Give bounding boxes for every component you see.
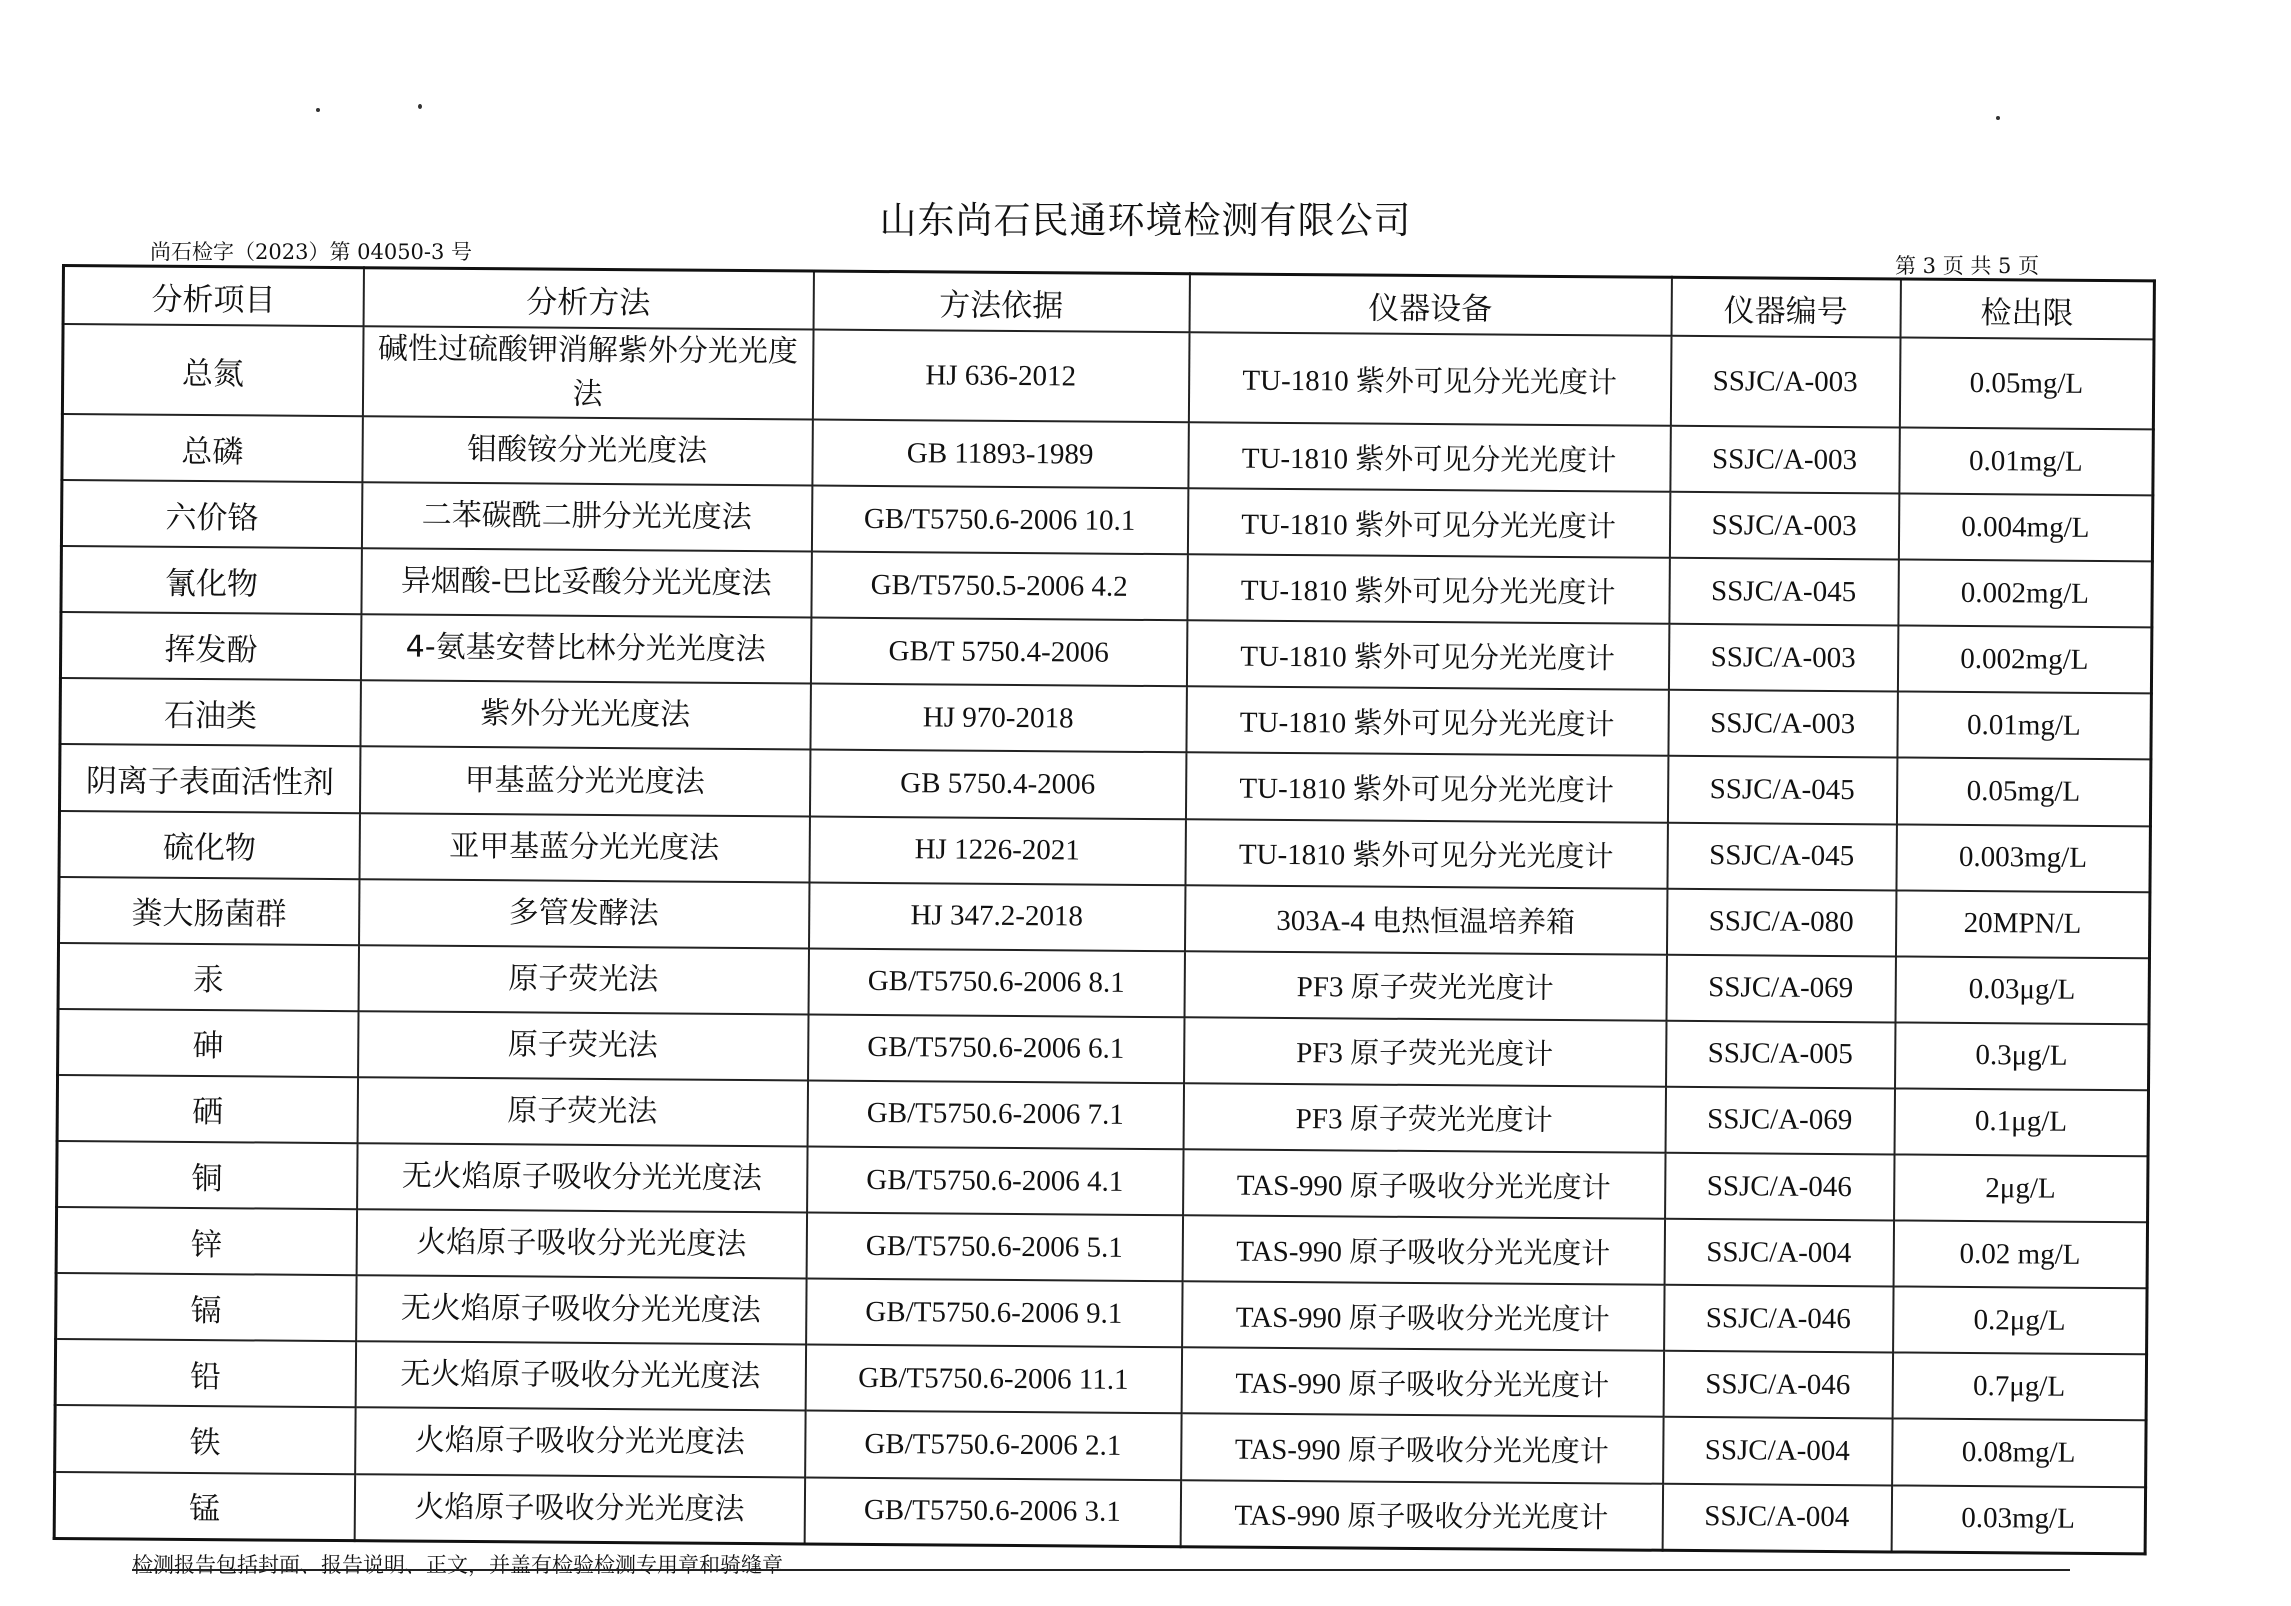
cell-detection-limit: 2μg/L: [1894, 1154, 2148, 1222]
cell-method: 无火焰原子吸收分光光度法: [357, 1143, 807, 1212]
cell-instrument: TAS-990 原子吸收分光光度计: [1183, 1149, 1665, 1219]
cell-item: 硫化物: [59, 811, 359, 879]
cell-item: 挥发酚: [60, 612, 360, 680]
cell-item: 镉: [56, 1273, 356, 1341]
cell-instrument: TAS-990 原子吸收分光光度计: [1181, 1414, 1663, 1484]
scan-speck: [316, 108, 320, 112]
cell-instrument: TU-1810 紫外可见分光光度计: [1188, 422, 1670, 492]
cell-instrument-code: SSJC/A-045: [1667, 756, 1896, 824]
header-item: 分析项目: [63, 266, 363, 327]
cell-basis: GB/T5750.6-2006 7.1: [807, 1080, 1183, 1149]
cell-item: 总氮: [62, 324, 363, 416]
cell-item: 硒: [57, 1075, 357, 1143]
cell-basis: GB/T 5750.4-2006: [810, 618, 1186, 687]
cell-instrument: 303A-4 电热恒温培养箱: [1184, 885, 1666, 955]
cell-item: 铅: [55, 1339, 355, 1407]
cell-item: 氰化物: [61, 546, 361, 614]
header-detection-limit: 检出限: [1900, 279, 2154, 339]
cell-item: 汞: [58, 943, 358, 1011]
cell-basis: GB/T5750.6-2006 10.1: [811, 486, 1187, 555]
cell-basis: HJ 970-2018: [810, 684, 1186, 753]
scan-speck: [418, 104, 422, 109]
cell-method: 无火焰原子吸收分光光度法: [356, 1275, 806, 1344]
analysis-methods-table: [53, 264, 2156, 1555]
cell-method: 异烟酸-巴比妥酸分光光度法: [361, 548, 811, 617]
scan-speck: [1996, 116, 2000, 120]
cell-detection-limit: 0.004mg/L: [1898, 494, 2152, 562]
cell-instrument: PF3 原子荧光光度计: [1184, 1017, 1666, 1087]
cell-item: 六价铬: [61, 480, 361, 548]
cell-method: 多管发酵法: [359, 879, 809, 948]
cell-method: 火焰原子吸收分光光度法: [356, 1209, 806, 1278]
footer-rule: [132, 1569, 2070, 1571]
cell-instrument: TU-1810 紫外可见分光光度计: [1185, 819, 1667, 889]
cell-instrument-code: SSJC/A-045: [1669, 558, 1898, 626]
cell-method: 原子荧光法: [358, 1011, 808, 1080]
cell-instrument-code: SSJC/A-046: [1664, 1285, 1893, 1353]
cell-detection-limit: 0.3μg/L: [1895, 1022, 2149, 1090]
cell-item: 总磷: [62, 414, 362, 482]
cell-instrument: TU-1810 紫外可见分光光度计: [1188, 332, 1671, 426]
cell-basis: GB/T5750.6-2006 11.1: [805, 1345, 1181, 1414]
cell-instrument: TAS-990 原子吸收分光光度计: [1181, 1348, 1663, 1418]
cell-basis: HJ 636-2012: [812, 330, 1189, 423]
cell-basis: GB 5750.4-2006: [809, 750, 1185, 819]
cell-instrument-code: SSJC/A-045: [1667, 822, 1896, 890]
cell-detection-limit: 0.002mg/L: [1897, 626, 2151, 694]
cell-basis: GB 11893-1989: [812, 420, 1188, 489]
cell-item: 阴离子表面活性剂: [59, 744, 359, 812]
cell-instrument: TU-1810 紫外可见分光光度计: [1187, 488, 1669, 558]
cell-instrument: TAS-990 原子吸收分光光度计: [1182, 1215, 1664, 1285]
cell-detection-limit: 0.2μg/L: [1893, 1287, 2147, 1355]
header-basis: 方法依据: [813, 271, 1189, 332]
page-indicator: 第 3 页 共 5 页: [1895, 254, 2040, 278]
cell-basis: GB/T5750.6-2006 6.1: [808, 1014, 1184, 1083]
cell-instrument-code: SSJC/A-003: [1669, 492, 1898, 560]
cell-detection-limit: 0.05mg/L: [1899, 337, 2154, 429]
cell-detection-limit: 0.02 mg/L: [1893, 1221, 2147, 1289]
cell-detection-limit: 0.01mg/L: [1897, 692, 2151, 760]
cell-method: 钼酸铵分光光度法: [362, 416, 812, 485]
cell-method: 原子荧光法: [357, 1077, 807, 1146]
cell-detection-limit: 0.03μg/L: [1895, 956, 2149, 1024]
cell-instrument-code: SSJC/A-003: [1668, 624, 1897, 692]
cell-instrument-code: SSJC/A-004: [1663, 1417, 1892, 1485]
cell-basis: GB/T5750.6-2006 3.1: [804, 1477, 1180, 1547]
header-method: 分析方法: [363, 268, 813, 330]
cell-detection-limit: 0.1μg/L: [1894, 1088, 2148, 1156]
cell-instrument-code: SSJC/A-046: [1665, 1153, 1894, 1221]
cell-method: 亚甲基蓝分光光度法: [359, 813, 809, 882]
cell-method: 4-氨基安替比林分光光度法: [360, 614, 810, 683]
cell-item: 铜: [57, 1141, 357, 1209]
cell-basis: GB/T5750.6-2006 8.1: [808, 948, 1184, 1017]
cell-instrument: TU-1810 紫外可见分光光度计: [1186, 621, 1668, 691]
footer-note: 检测报告包括封面、报告说明、正文，并盖有检验检测专用章和骑缝章: [132, 1553, 783, 1577]
cell-method: 碱性过硫酸钾消解紫外分光光度法: [362, 326, 813, 419]
cell-method: 无火焰原子吸收分光光度法: [355, 1341, 805, 1410]
cell-method: 二苯碳酰二肼分光光度法: [361, 482, 811, 551]
cell-instrument-code: SSJC/A-003: [1670, 336, 1900, 428]
cell-instrument: TU-1810 紫外可见分光光度计: [1187, 554, 1669, 624]
header-instrument-code: 仪器编号: [1671, 277, 1900, 337]
cell-instrument-code: SSJC/A-005: [1666, 1021, 1895, 1089]
cell-detection-limit: 0.003mg/L: [1896, 824, 2150, 892]
cell-basis: GB/T5750.6-2006 2.1: [805, 1411, 1181, 1480]
cell-instrument-code: SSJC/A-003: [1668, 690, 1897, 758]
cell-method: 原子荧光法: [358, 945, 808, 1014]
cell-detection-limit: 0.08mg/L: [1892, 1419, 2146, 1487]
cell-instrument-code: SSJC/A-046: [1663, 1351, 1892, 1419]
cell-instrument: PF3 原子荧光光度计: [1183, 1083, 1665, 1153]
analysis-table-container: [53, 264, 2153, 1555]
cell-item: 砷: [58, 1009, 358, 1077]
cell-basis: GB/T5750.5-2006 4.2: [811, 552, 1187, 621]
cell-detection-limit: 0.05mg/L: [1896, 758, 2150, 826]
cell-item: 石油类: [60, 678, 360, 746]
company-title: 山东尚石民通环境检测有限公司: [879, 199, 1412, 242]
cell-detection-limit: 0.03mg/L: [1891, 1485, 2145, 1554]
cell-instrument-code: SSJC/A-004: [1664, 1219, 1893, 1287]
cell-method: 甲基蓝分光光度法: [359, 747, 809, 816]
cell-method: 紫外分光光度法: [360, 681, 810, 750]
cell-instrument-code: SSJC/A-069: [1665, 1087, 1894, 1155]
cell-detection-limit: 0.002mg/L: [1898, 560, 2152, 628]
cell-basis: GB/T5750.6-2006 9.1: [806, 1279, 1182, 1348]
cell-instrument: TU-1810 紫外可见分光光度计: [1185, 753, 1667, 823]
cell-item: 铁: [55, 1405, 355, 1473]
cell-basis: HJ 1226-2021: [809, 816, 1185, 885]
cell-instrument-code: SSJC/A-003: [1670, 426, 1899, 494]
cell-detection-limit: 0.7μg/L: [1892, 1353, 2146, 1421]
header-instrument: 仪器设备: [1189, 274, 1671, 336]
cell-detection-limit: 0.01mg/L: [1899, 427, 2153, 495]
cell-instrument-code: SSJC/A-080: [1666, 888, 1895, 956]
cell-method: 火焰原子吸收分光光度法: [355, 1408, 805, 1477]
cell-item: 锰: [54, 1471, 354, 1540]
table-row: [62, 324, 2154, 429]
cell-method: 火焰原子吸收分光光度法: [354, 1474, 804, 1544]
document-number: 尚石检字（2023）第 04050-3 号: [150, 240, 473, 264]
cell-instrument: TAS-990 原子吸收分光光度计: [1180, 1480, 1662, 1551]
cell-basis: HJ 347.2-2018: [809, 882, 1185, 951]
table-row: [54, 1471, 2145, 1553]
cell-instrument-code: SSJC/A-004: [1662, 1483, 1891, 1552]
cell-item: 锌: [56, 1207, 356, 1275]
cell-instrument: TAS-990 原子吸收分光光度计: [1182, 1281, 1664, 1351]
cell-instrument-code: SSJC/A-069: [1666, 955, 1895, 1023]
cell-basis: GB/T5750.6-2006 4.1: [807, 1147, 1183, 1216]
cell-basis: GB/T5750.6-2006 5.1: [806, 1213, 1182, 1282]
cell-detection-limit: 20MPN/L: [1895, 890, 2149, 958]
cell-instrument: TU-1810 紫外可见分光光度计: [1186, 687, 1668, 757]
cell-item: 粪大肠菌群: [59, 877, 359, 945]
cell-instrument: PF3 原子荧光光度计: [1184, 951, 1666, 1021]
